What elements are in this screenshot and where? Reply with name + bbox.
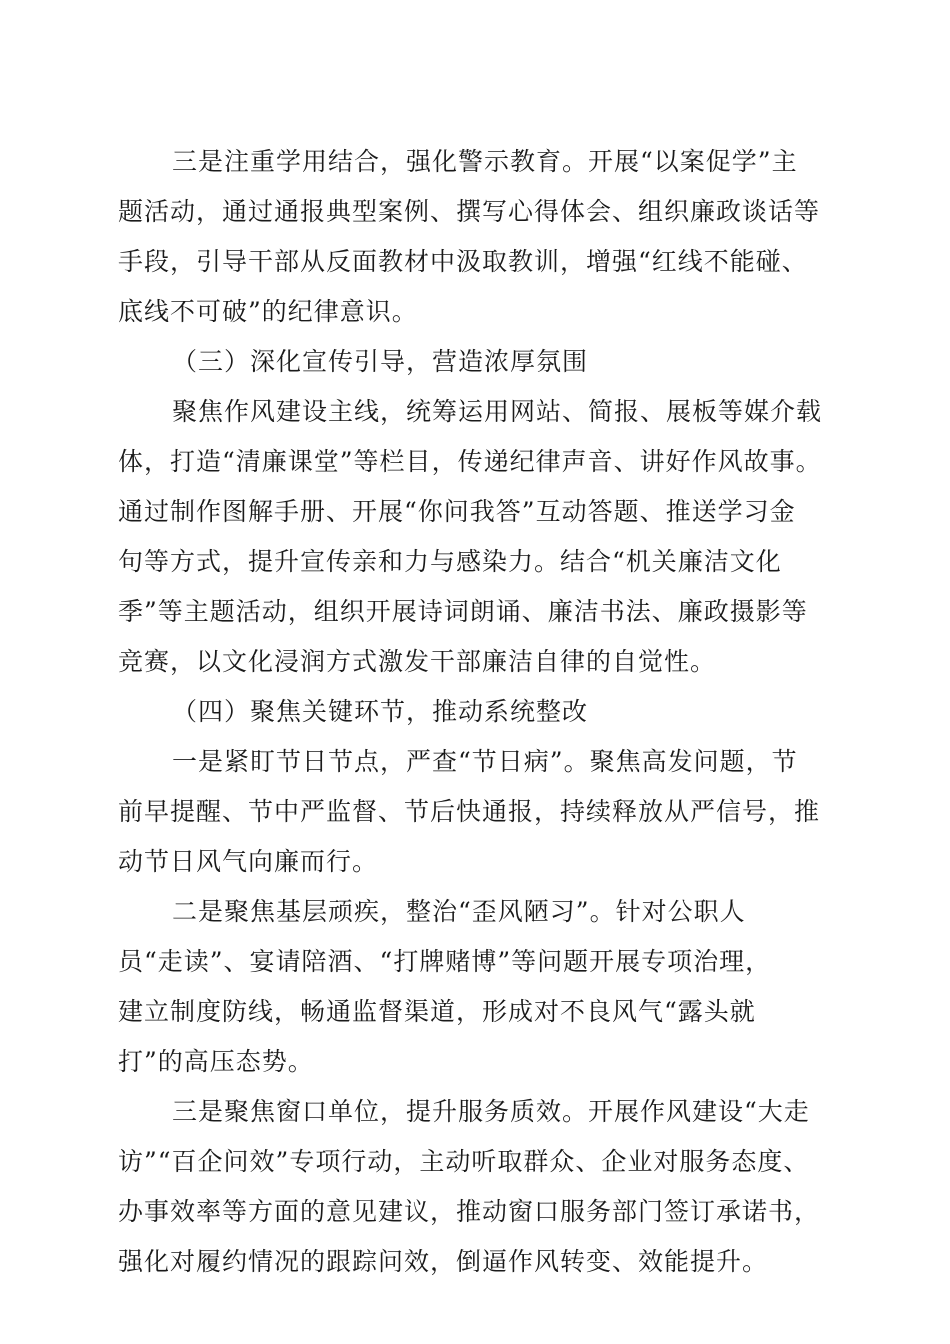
section-heading: （三）深化宣传引导，营造浓厚氛围: [172, 347, 589, 376]
paragraph-line: 季”等主题活动，组织开展诗词朗诵、廉洁书法、廉政摄影等: [118, 597, 808, 626]
paragraph-line: 三是聚焦窗口单位，提升服务质效。开展作风建设“大走: [172, 1097, 810, 1126]
paragraph-line: 强化对履约情况的跟踪问效，倒逼作风转变、效能提升。: [118, 1247, 769, 1276]
paragraph-line: 聚焦作风建设主线，统筹运用网站、简报、展板等媒介载: [172, 397, 823, 426]
paragraph-line: 底线不可破”的纪律意识。: [118, 297, 418, 326]
paragraph-line: 题活动，通过通报典型案例、撰写心得体会、组织廉政谈话等: [118, 197, 821, 226]
paragraph-line: 手段，引导干部从反面教材中汲取教训，增强“红线不能碰、: [118, 247, 808, 276]
paragraph-line: 建立制度防线，畅通监督渠道，形成对不良风气“露头就: [118, 997, 756, 1026]
paragraph-line: 句等方式，提升宣传亲和力与感染力。结合“机关廉洁文化: [118, 547, 782, 576]
paragraph-line: 前早提醒、节中严监督、节后快通报，持续释放从严信号，推: [118, 797, 821, 826]
paragraph-line: 员“走读”、宴请陪酒、“打牌赌博”等问题开展专项治理，: [118, 947, 772, 976]
paragraph-line: 访”“百企问效”专项行动，主动听取群众、企业对服务态度、: [118, 1147, 810, 1176]
paragraph-line: 一是紧盯节日节点，严查“节日病”。聚焦高发问题，节: [172, 747, 798, 776]
section-heading: （四）聚焦关键环节，推动系统整改: [172, 697, 589, 726]
paragraph-line: 二是聚焦基层顽疾，整治“歪风陋习”。针对公职人: [172, 897, 746, 926]
paragraph-line: 竞赛，以文化浸润方式激发干部廉洁自律的自觉性。: [118, 647, 717, 676]
paragraph-line: 打”的高压态势。: [118, 1047, 314, 1076]
paragraph-line: 通过制作图解手册、开展“你问我答”互动答题、推送学习金: [118, 497, 796, 526]
paragraph-line: 办事效率等方面的意见建议，推动窗口服务部门签订承诺书，: [118, 1197, 821, 1226]
paragraph-line: 三是注重学用结合，强化警示教育。开展“以案促学”主: [172, 147, 798, 176]
paragraph-line: 体，打造“清廉课堂”等栏目，传递纪律声音、讲好作风故事。: [118, 447, 822, 476]
paragraph-line: 动节日风气向廉而行。: [118, 847, 379, 876]
